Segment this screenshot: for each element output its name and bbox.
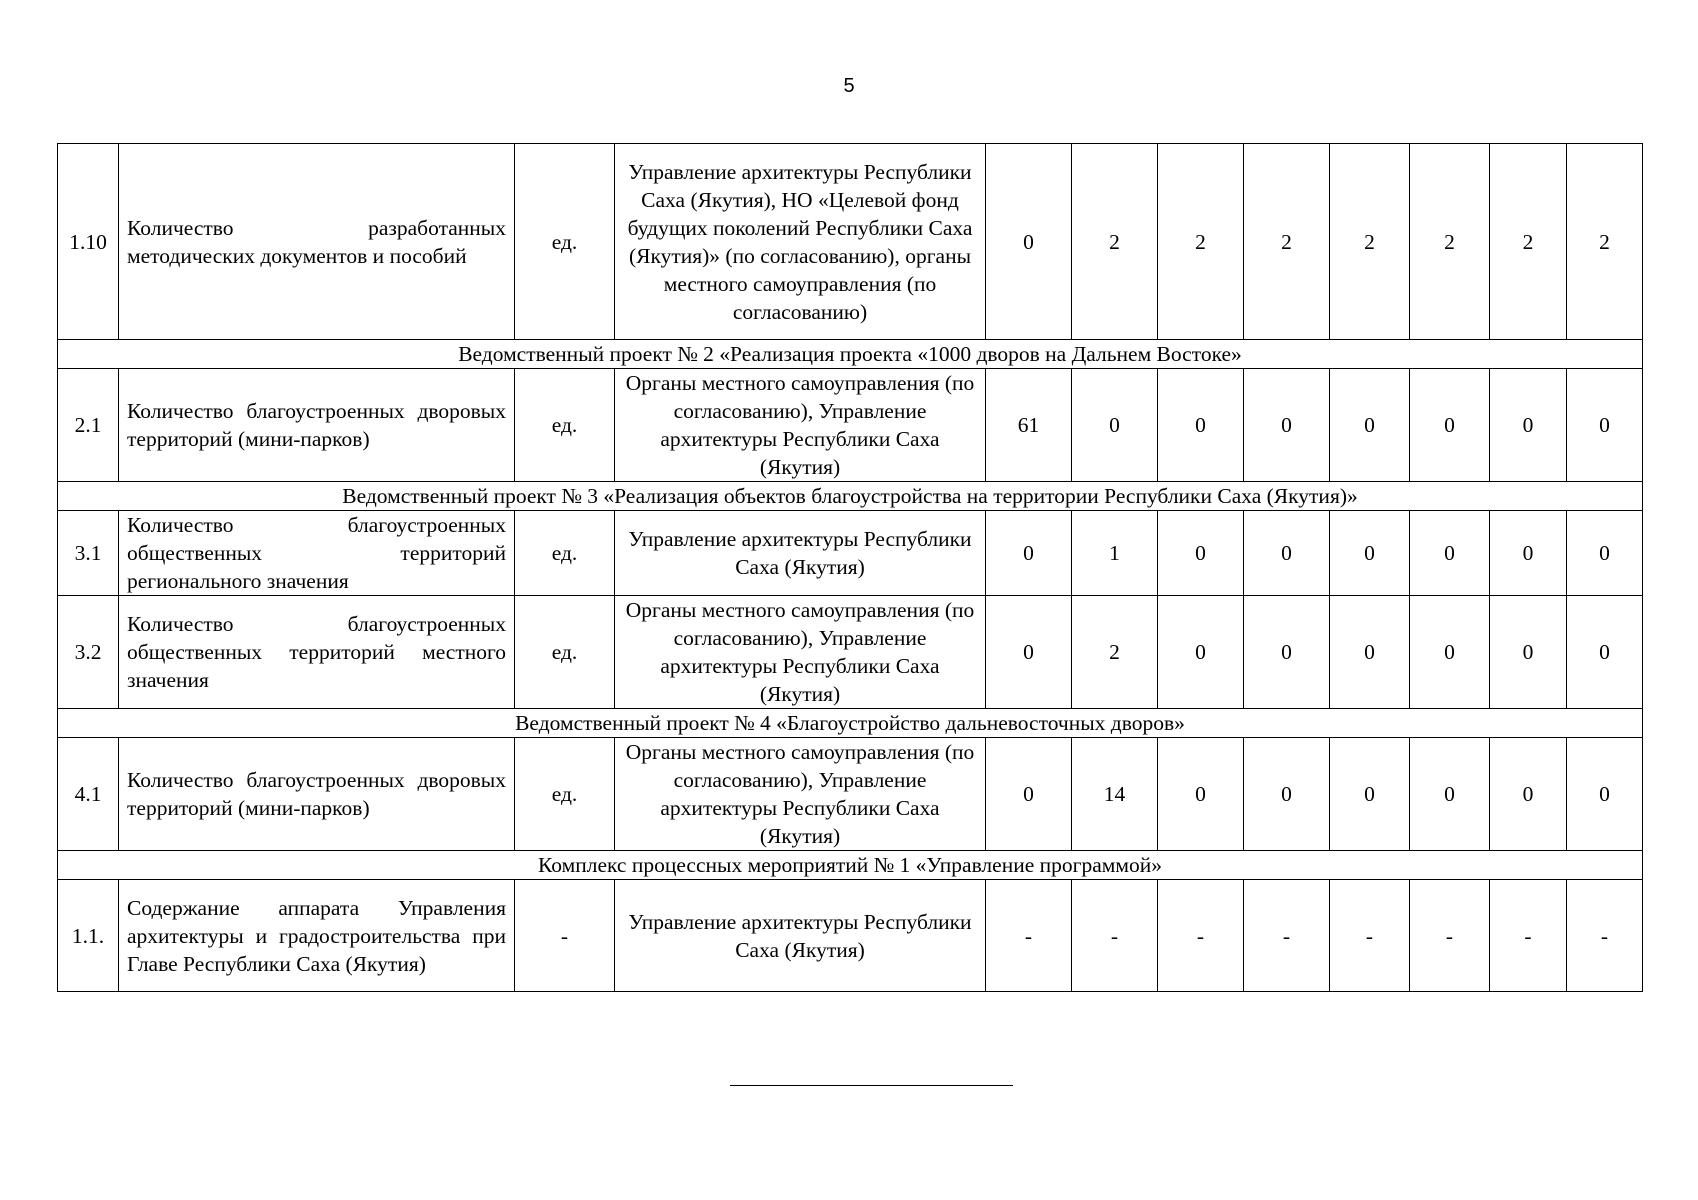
value-cell: 61	[986, 369, 1072, 482]
indicator-name-cell: Количество благоустроенных дворовых территорий (мини-парков)	[119, 738, 515, 851]
value-cell: 14	[1072, 738, 1158, 851]
value-cell: -	[1567, 880, 1643, 992]
value-cell: 2	[1158, 144, 1244, 340]
value-cell: 0	[1244, 511, 1330, 596]
value-cell: 0	[986, 511, 1072, 596]
value-cell: 0	[1330, 596, 1410, 709]
value-cell: 0	[1490, 511, 1567, 596]
value-cell: 0	[1244, 596, 1330, 709]
table-row	[58, 596, 1643, 709]
value-cell: -	[986, 880, 1072, 992]
row-number-cell: 1.1.	[58, 880, 119, 992]
value-cell: 0	[1330, 511, 1410, 596]
value-cell: 0	[1158, 369, 1244, 482]
value-cell: 0	[1158, 738, 1244, 851]
value-cell: 0	[1158, 511, 1244, 596]
value-cell: 0	[1410, 511, 1490, 596]
row-number-cell: 3.2	[58, 596, 119, 709]
row-number-cell: 4.1	[58, 738, 119, 851]
value-cell: 0	[1567, 596, 1643, 709]
unit-cell: ед.	[515, 596, 615, 709]
responsible-cell: Управление архитектуры Республики Саха (Якутия)	[615, 880, 986, 992]
row-number-cell: 1.10	[58, 144, 119, 340]
row-number-cell: 2.1	[58, 369, 119, 482]
value-cell: 2	[1410, 144, 1490, 340]
section-header-row	[58, 482, 1643, 511]
unit-cell: ед.	[515, 738, 615, 851]
unit-cell: ед.	[515, 369, 615, 482]
value-cell: 0	[1567, 511, 1643, 596]
indicator-name-cell: Количество благоустроенных общественных территорий регионального значения	[119, 511, 515, 596]
section-header-row	[58, 340, 1643, 369]
table-body	[58, 144, 1643, 992]
table-row	[58, 144, 1643, 340]
value-cell: 1	[1072, 511, 1158, 596]
unit-cell: ед.	[515, 144, 615, 340]
responsible-cell: Управление архитектуры Республики Саха (Якутия), НО «Целевой фонд будущих поколений Республики Саха (Якутия)» (по согласованию), органы местного самоуправления (по согласованию)	[615, 144, 986, 340]
value-cell: 0	[1072, 369, 1158, 482]
value-cell: 2	[1072, 144, 1158, 340]
value-cell: 0	[986, 738, 1072, 851]
indicator-name-cell: Содержание аппарата Управления архитектуры и градостроительства при Главе Республики Саха (Якутия)	[119, 880, 515, 992]
table-row	[58, 511, 1643, 596]
value-cell: -	[1072, 880, 1158, 992]
bottom-rule	[730, 1085, 1013, 1086]
value-cell: 2	[1330, 144, 1410, 340]
value-cell: 0	[1244, 738, 1330, 851]
responsible-cell: Органы местного самоуправления (по согласованию), Управление архитектуры Республики Саха (Якутия)	[615, 369, 986, 482]
value-cell: 2	[1490, 144, 1567, 340]
value-cell: 0	[1490, 738, 1567, 851]
value-cell: 0	[1410, 596, 1490, 709]
value-cell: 0	[986, 596, 1072, 709]
value-cell: 0	[1330, 369, 1410, 482]
section-title: Ведомственный проект № 4 «Благоустройство дальневосточных дворов»	[58, 709, 1643, 738]
value-cell: 0	[1244, 369, 1330, 482]
value-cell: -	[1410, 880, 1490, 992]
value-cell: -	[1158, 880, 1244, 992]
row-number-cell: 3.1	[58, 511, 119, 596]
section-title: Ведомственный проект № 2 «Реализация проекта «1000 дворов на Дальнем Востоке»	[58, 340, 1643, 369]
value-cell: 0	[1410, 369, 1490, 482]
responsible-cell: Органы местного самоуправления (по согласованию), Управление архитектуры Республики Саха (Якутия)	[615, 738, 986, 851]
table-row	[58, 880, 1643, 992]
value-cell: 0	[1330, 738, 1410, 851]
section-title: Ведомственный проект № 3 «Реализация объектов благоустройства на территории Республики Саха (Якутия)»	[58, 482, 1643, 511]
value-cell: 0	[1490, 596, 1567, 709]
value-cell: 0	[986, 144, 1072, 340]
value-cell: 0	[1158, 596, 1244, 709]
unit-cell: -	[515, 880, 615, 992]
unit-cell: ед.	[515, 511, 615, 596]
table-row	[58, 738, 1643, 851]
value-cell: 2	[1072, 596, 1158, 709]
value-cell: -	[1490, 880, 1567, 992]
value-cell: 0	[1410, 738, 1490, 851]
section-header-row	[58, 709, 1643, 738]
indicator-name-cell: Количество разработанных методических документов и пособий	[119, 144, 515, 340]
indicator-name-cell: Количество благоустроенных дворовых территорий (мини-парков)	[119, 369, 515, 482]
section-title: Комплекс процессных мероприятий № 1 «Управление программой»	[58, 851, 1643, 880]
page-number: 5	[843, 75, 855, 97]
section-header-row	[58, 851, 1643, 880]
table-row	[58, 369, 1643, 482]
indicators-table	[57, 143, 1643, 992]
responsible-cell: Органы местного самоуправления (по согласованию), Управление архитектуры Республики Саха (Якутия)	[615, 596, 986, 709]
value-cell: 2	[1567, 144, 1643, 340]
indicator-name-cell: Количество благоустроенных общественных территорий местного значения	[119, 596, 515, 709]
value-cell: 2	[1244, 144, 1330, 340]
value-cell: 0	[1567, 369, 1643, 482]
responsible-cell: Управление архитектуры Республики Саха (Якутия)	[615, 511, 986, 596]
value-cell: 0	[1490, 369, 1567, 482]
value-cell: -	[1330, 880, 1410, 992]
value-cell: 0	[1567, 738, 1643, 851]
value-cell: -	[1244, 880, 1330, 992]
